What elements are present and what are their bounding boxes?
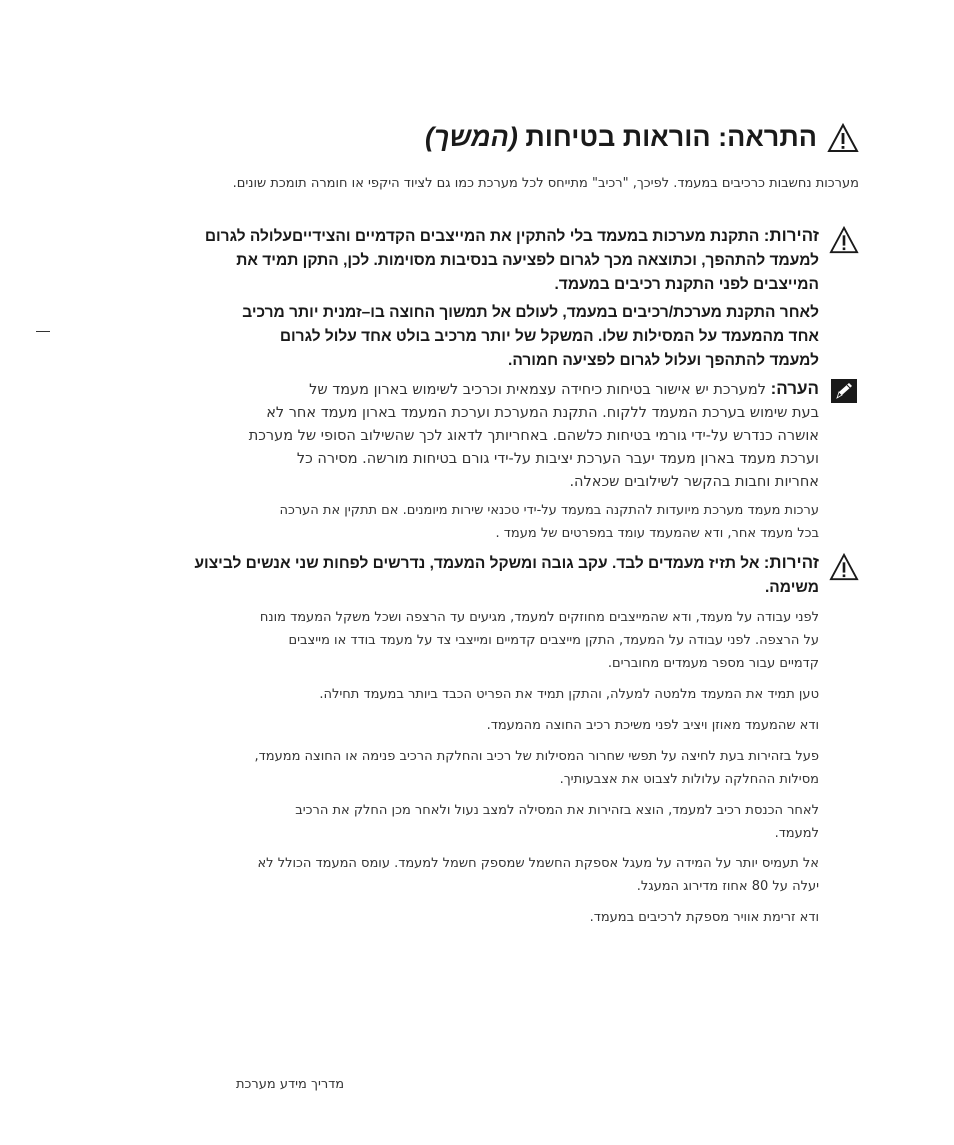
- text-line: פעל בזהירות בעת לחיצה על תפשי שחרור המסילות של רכיב והחלקת הרכיב פנימה או החוצה ממעמד,: [254, 749, 819, 764]
- note-line: וערכת מעמד בארון מעמד יעבר הערכת יציבות על-ידי גורם בטיחות מורשה. מסירה כל: [296, 451, 819, 467]
- page-title-main: התראה: הוראות בטיחות: [525, 122, 817, 152]
- text-line: יעלה על 80 אחוז מדירוג המעגל.: [636, 879, 819, 894]
- text-line: טען תמיד את המעמד מלמטה למעלה, והתקן תמיד את הפריט הכבד ביותר במעמד תחילה.: [319, 687, 819, 702]
- note-label: הערה:: [770, 379, 819, 398]
- text-line: לפני עבודה על מעמד, ודא שהמייצבים מחוזקים למעמד, מגיעים עד הרצפה ושכל משקל המעמד מונח: [259, 610, 819, 625]
- warning-2-text: [194, 551, 819, 600]
- text-line: מסילות ההחלקה עלולות לצבוט את אצבעותיך.: [559, 772, 819, 787]
- warning-triangle-icon: [829, 553, 859, 581]
- paragraph-4: [179, 745, 819, 791]
- intro-paragraph: מערכות נחשבות כרכיבים במעמד. לפיכך, "רכיב" מתייחס לכל מערכת כמו גם לציוד היקפי או חומרה תומכת שונים.: [232, 176, 859, 191]
- text-line: ערכות מעמד מערכת מיועדות להתקנה במעמד על-ידי טכנאי שירות מיומנים. אם תתקין את הערכה: [279, 503, 819, 518]
- margin-mark: [36, 331, 50, 332]
- paragraph-3: [179, 714, 819, 737]
- page-title: [425, 122, 817, 153]
- note-line: אושרה כנדרש על-ידי גורמי בטיחות כלשהם. באחריותך לדאוג לכך שהשילוב הסופי של מערכת: [248, 428, 819, 444]
- rack-kits-paragraph: [179, 499, 819, 545]
- text-line: לאחר הכנסת רכיב למעמד, הוצא בזהירות את המסילה למצב נעול ולאחר מכן החלק את הרכיב: [295, 803, 819, 818]
- warning-1-text-2: לאחר התקנת מערכת/רכיבים במעמד, לעולם אל תמשוך החוצה בו–זמנית יותר מרכיב אחד מהמעמד על המסילות שלו. המשקל של יותר מרכיב בולט אחד עלול לגרום למעמד להתהפך ועלול לגרום לפציעה חמורה.: [242, 304, 819, 369]
- paragraph-5: [179, 799, 819, 845]
- text-line: ודא שהמעמד מאוזן ויציב לפני משיכת רכיב החוצה מהמעמד.: [486, 718, 819, 733]
- text-line: קדמיים עבור מספר מעמדים מחוברים.: [607, 656, 819, 671]
- note-block: [139, 377, 819, 494]
- note-line: הערה: למערכת יש אישור בטיחות כיחידה עצמאית וכרכיב לשימוש בארון מעמד של: [309, 379, 819, 398]
- page-title-row: [139, 122, 859, 153]
- text-line: ודא זרימת אוויר מספקת לרכיבים במעמד.: [589, 910, 819, 925]
- warning-triangle-icon: [827, 123, 859, 153]
- text-line: למעמד.: [774, 826, 819, 841]
- paragraph-2: [179, 683, 819, 706]
- note-line: בעת שימוש בערכת המעמד ללקוח. התקנת המערכת וערכת המעמד בארון מעמד אחר לא: [266, 405, 819, 421]
- warning-triangle-icon: [829, 226, 859, 254]
- note-pencil-icon: [831, 379, 857, 403]
- text-line: על הרצפה. לפני עבודה על המעמד, התקן מייצבים קדמיים ומייצבי צד על מעמד בודד או מייצבים: [288, 633, 819, 648]
- text-line: בכל מעמד אחר, ודא שהמעמד עומד במפרטים של מעמד .: [495, 526, 819, 541]
- warning-1-label: זהירות:: [763, 226, 819, 245]
- warning-2-label: זהירות:: [763, 553, 819, 572]
- page-title-suffix: (המשך): [424, 122, 518, 152]
- paragraph-6: [179, 852, 819, 898]
- warning-2-body: אל תזיז מעמדים לבד. עקב גובה ומשקל המעמד, נדרשים לפחות שני אנשים לביצוע משימה.: [194, 555, 819, 596]
- paragraph-7: [179, 906, 819, 929]
- paragraph-1: [179, 606, 819, 675]
- text-line: אל תעמיס יותר על המידה על מעגל אספקת החשמל שמספק חשמל למעמד. עומס המעמד הכולל לא: [257, 856, 819, 871]
- warning-1-text: [194, 224, 819, 297]
- page-footer: מדריך מידע מערכת: [236, 1077, 345, 1092]
- note-line: אחריות וחבות בהקשר לשילובים שכאלה.: [569, 474, 819, 490]
- warning-1-body: התקנת מערכות במעמד בלי להתקין את המייצבים הקדמיים והצידייםעלולה לגרום למעמד להתהפך, וכתוצאה מכך לגרום לפציעה בנסיבות מסוימות. לכן, התקן תמיד את המייצבים לפני התקנת רכיבים במעמד.: [204, 228, 819, 293]
